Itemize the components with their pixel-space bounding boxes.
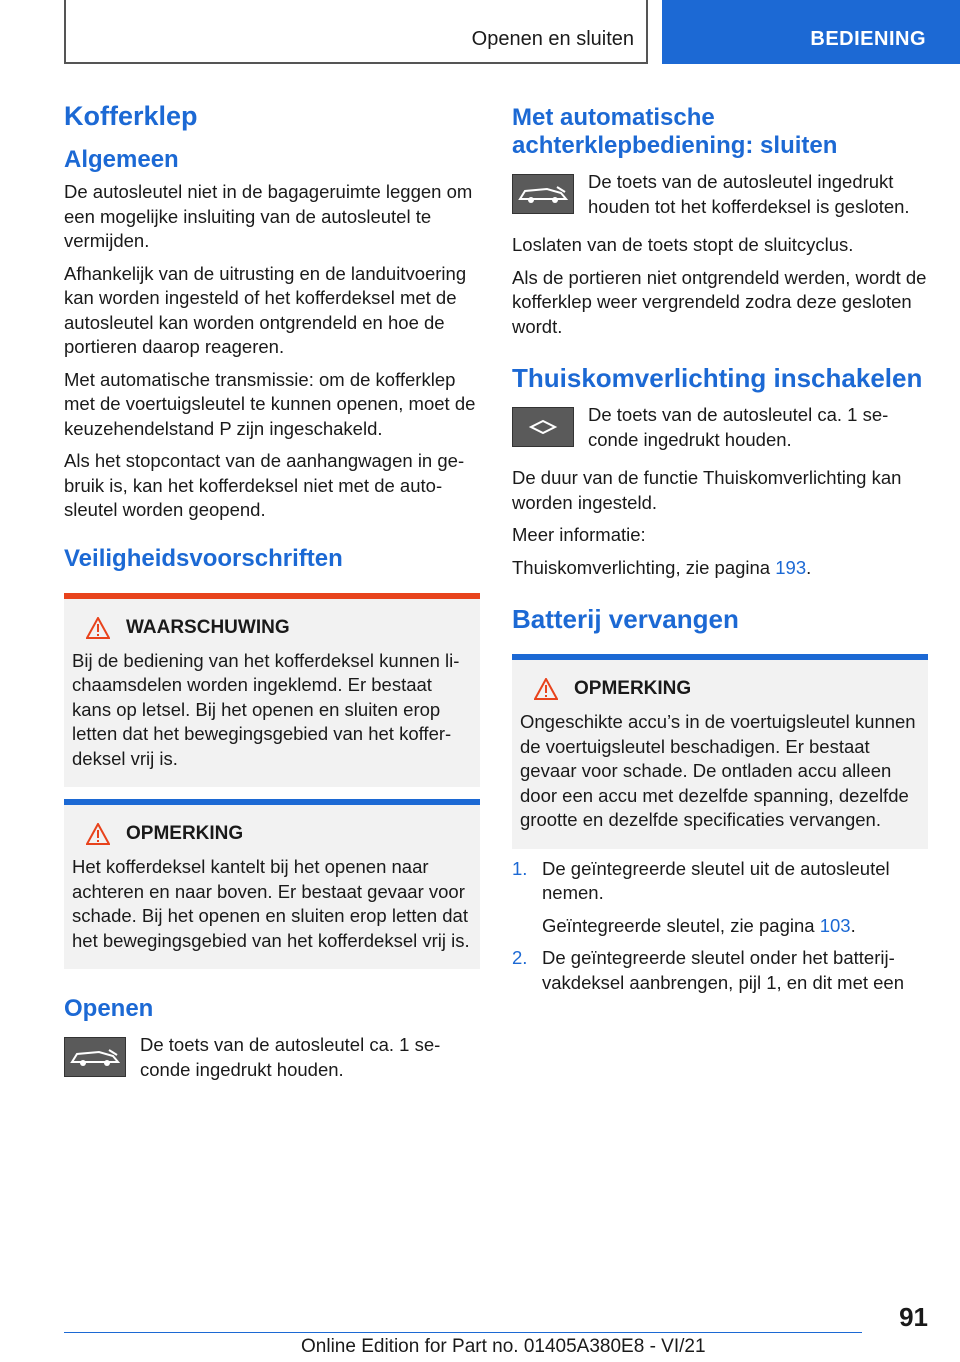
general-para-4: Als het stopcontact van de aanhangwagen in gebruik is, kan het kofferdeksel niet met de autosleutel worden geopend. [64,450,465,520]
safety-heading: Veiligheidsvoorschriften [64,544,343,572]
step-number: 2. [512,947,528,968]
warning-triangle-icon [534,678,558,700]
warning-label: WAARSCHUWING [126,616,290,638]
battery-note-label: OPMERKING [574,678,692,699]
close-text: De toets van de autosleutel ingedrukt houden tot het kofferdeksel is gesloten. [588,171,910,217]
step-text: De geïntegreerde sleutel onder het batterijvakdeksel aanbrengen, pijl 1, en dit met een [542,947,905,993]
left-column [64,100,480,1096]
note-box [64,799,480,969]
battery-heading: Batterij vervangen [512,604,739,634]
close-para-2: Als de portieren niet ontgrendeld werden, wordt de kofferklep weer vergrendeld zodra deze gesloten wordt. [512,266,927,337]
open-heading: Openen [64,995,154,1022]
step-text: De geïntegreerde sleutel uit de autosleutel nemen. [542,857,890,903]
steps-list [512,857,928,996]
open-instruction [64,1033,480,1082]
warning-triangle-icon [86,823,110,845]
close-instruction [512,170,928,219]
general-para-2: Afhankelijk van de uitrusting en de landuitvoering kan worden ingesteld of het kofferdeksel met de autosleutel kan worden ontgrendeld en hoe de portieren daarop reageren. [64,262,467,357]
light-heading: Thuiskomverlichting inschakelen [512,363,923,393]
list-item: 1. De geïntegreerde sleutel uit de autosleutel nemen. Geïntegreerde sleutel, zie pagina 103. [512,857,928,939]
page-link[interactable]: 193 [775,556,807,578]
light-instruction [512,403,928,452]
header-chapter-tab [662,0,960,64]
close-para-1: Loslaten van de toets stopt de sluitcyclus. [512,234,854,255]
light-ref: Thuiskomverlichting, zie pagina 193. [512,556,812,578]
open-text: De toets van de autosleutel ca. 1 seconde ingedrukt houden. [140,1034,441,1080]
footer-edition: Online Edition for Part no. 01405A380E8 - VI/21 [301,1336,706,1357]
light-text: De toets van de autosleutel ca. 1 seconde ingedrukt houden. [588,404,889,450]
headlight-diamond-icon [512,407,574,447]
warning-triangle-icon [86,617,110,639]
general-heading: Algemeen [64,146,179,173]
battery-note-box [512,654,928,849]
header-chapter-title: BEDIENING [810,28,926,50]
light-para-2: Meer informatie: [512,524,646,545]
general-para-3: Met automatische transmissie: om de kofferklep met de voertuigsleutel te kunnen openen, moet de keuzehendelstand P zijn ingeschakeld. [64,368,476,439]
right-column [512,104,928,1003]
note-label: OPMERKING [126,823,244,844]
warning-box [64,593,480,788]
page-link[interactable]: 103 [819,914,851,936]
header-section-box [64,0,648,64]
close-heading: Met automatische achterklepbediening: sluiten [512,104,838,159]
car-trunk-icon [64,1037,126,1077]
page-number: 91 [899,1302,928,1332]
footer-divider [64,1332,862,1333]
step-number: 1. [512,857,528,879]
light-para-1: De duur van de functie Thuiskomverlichting kan worden ingesteld. [512,467,902,513]
header-section-title: Openen en sluiten [471,28,634,50]
general-para-1: De autosleutel niet in de bagageruimte leggen om een mogelijke insluiting van de autosleutel te vermijden. [64,181,473,251]
car-trunk-icon [512,174,574,214]
note-text: Het kofferdeksel kantelt bij het openen naar achteren en naar boven. Er bestaat gevaar voor schade. Bij het openen en sluiten erop letten dat het bewegingsgebied van het kofferdeksel vrij is. [72,856,470,951]
warning-text: Bij de bediening van het kofferdeksel kunnen lichaamsdelen worden ingeklemd. Er bestaat kans op letsel. Bij het openen en sluiten erop letten dat het bewegingsgebied van het kofferdeksel vrij is. [72,649,460,769]
page-title: Kofferklep [64,101,198,131]
list-item [512,946,928,995]
battery-note-text: Ongeschikte accu’s in de voertuigsleutel kunnen de voertuigsleutel beschadigen. Er bestaat gevaar voor schade. De ontladen accu alleen door een accu met dezelfde spanning, dezelfde grootte en dezelfde specificaties vervangen. [520,711,916,830]
